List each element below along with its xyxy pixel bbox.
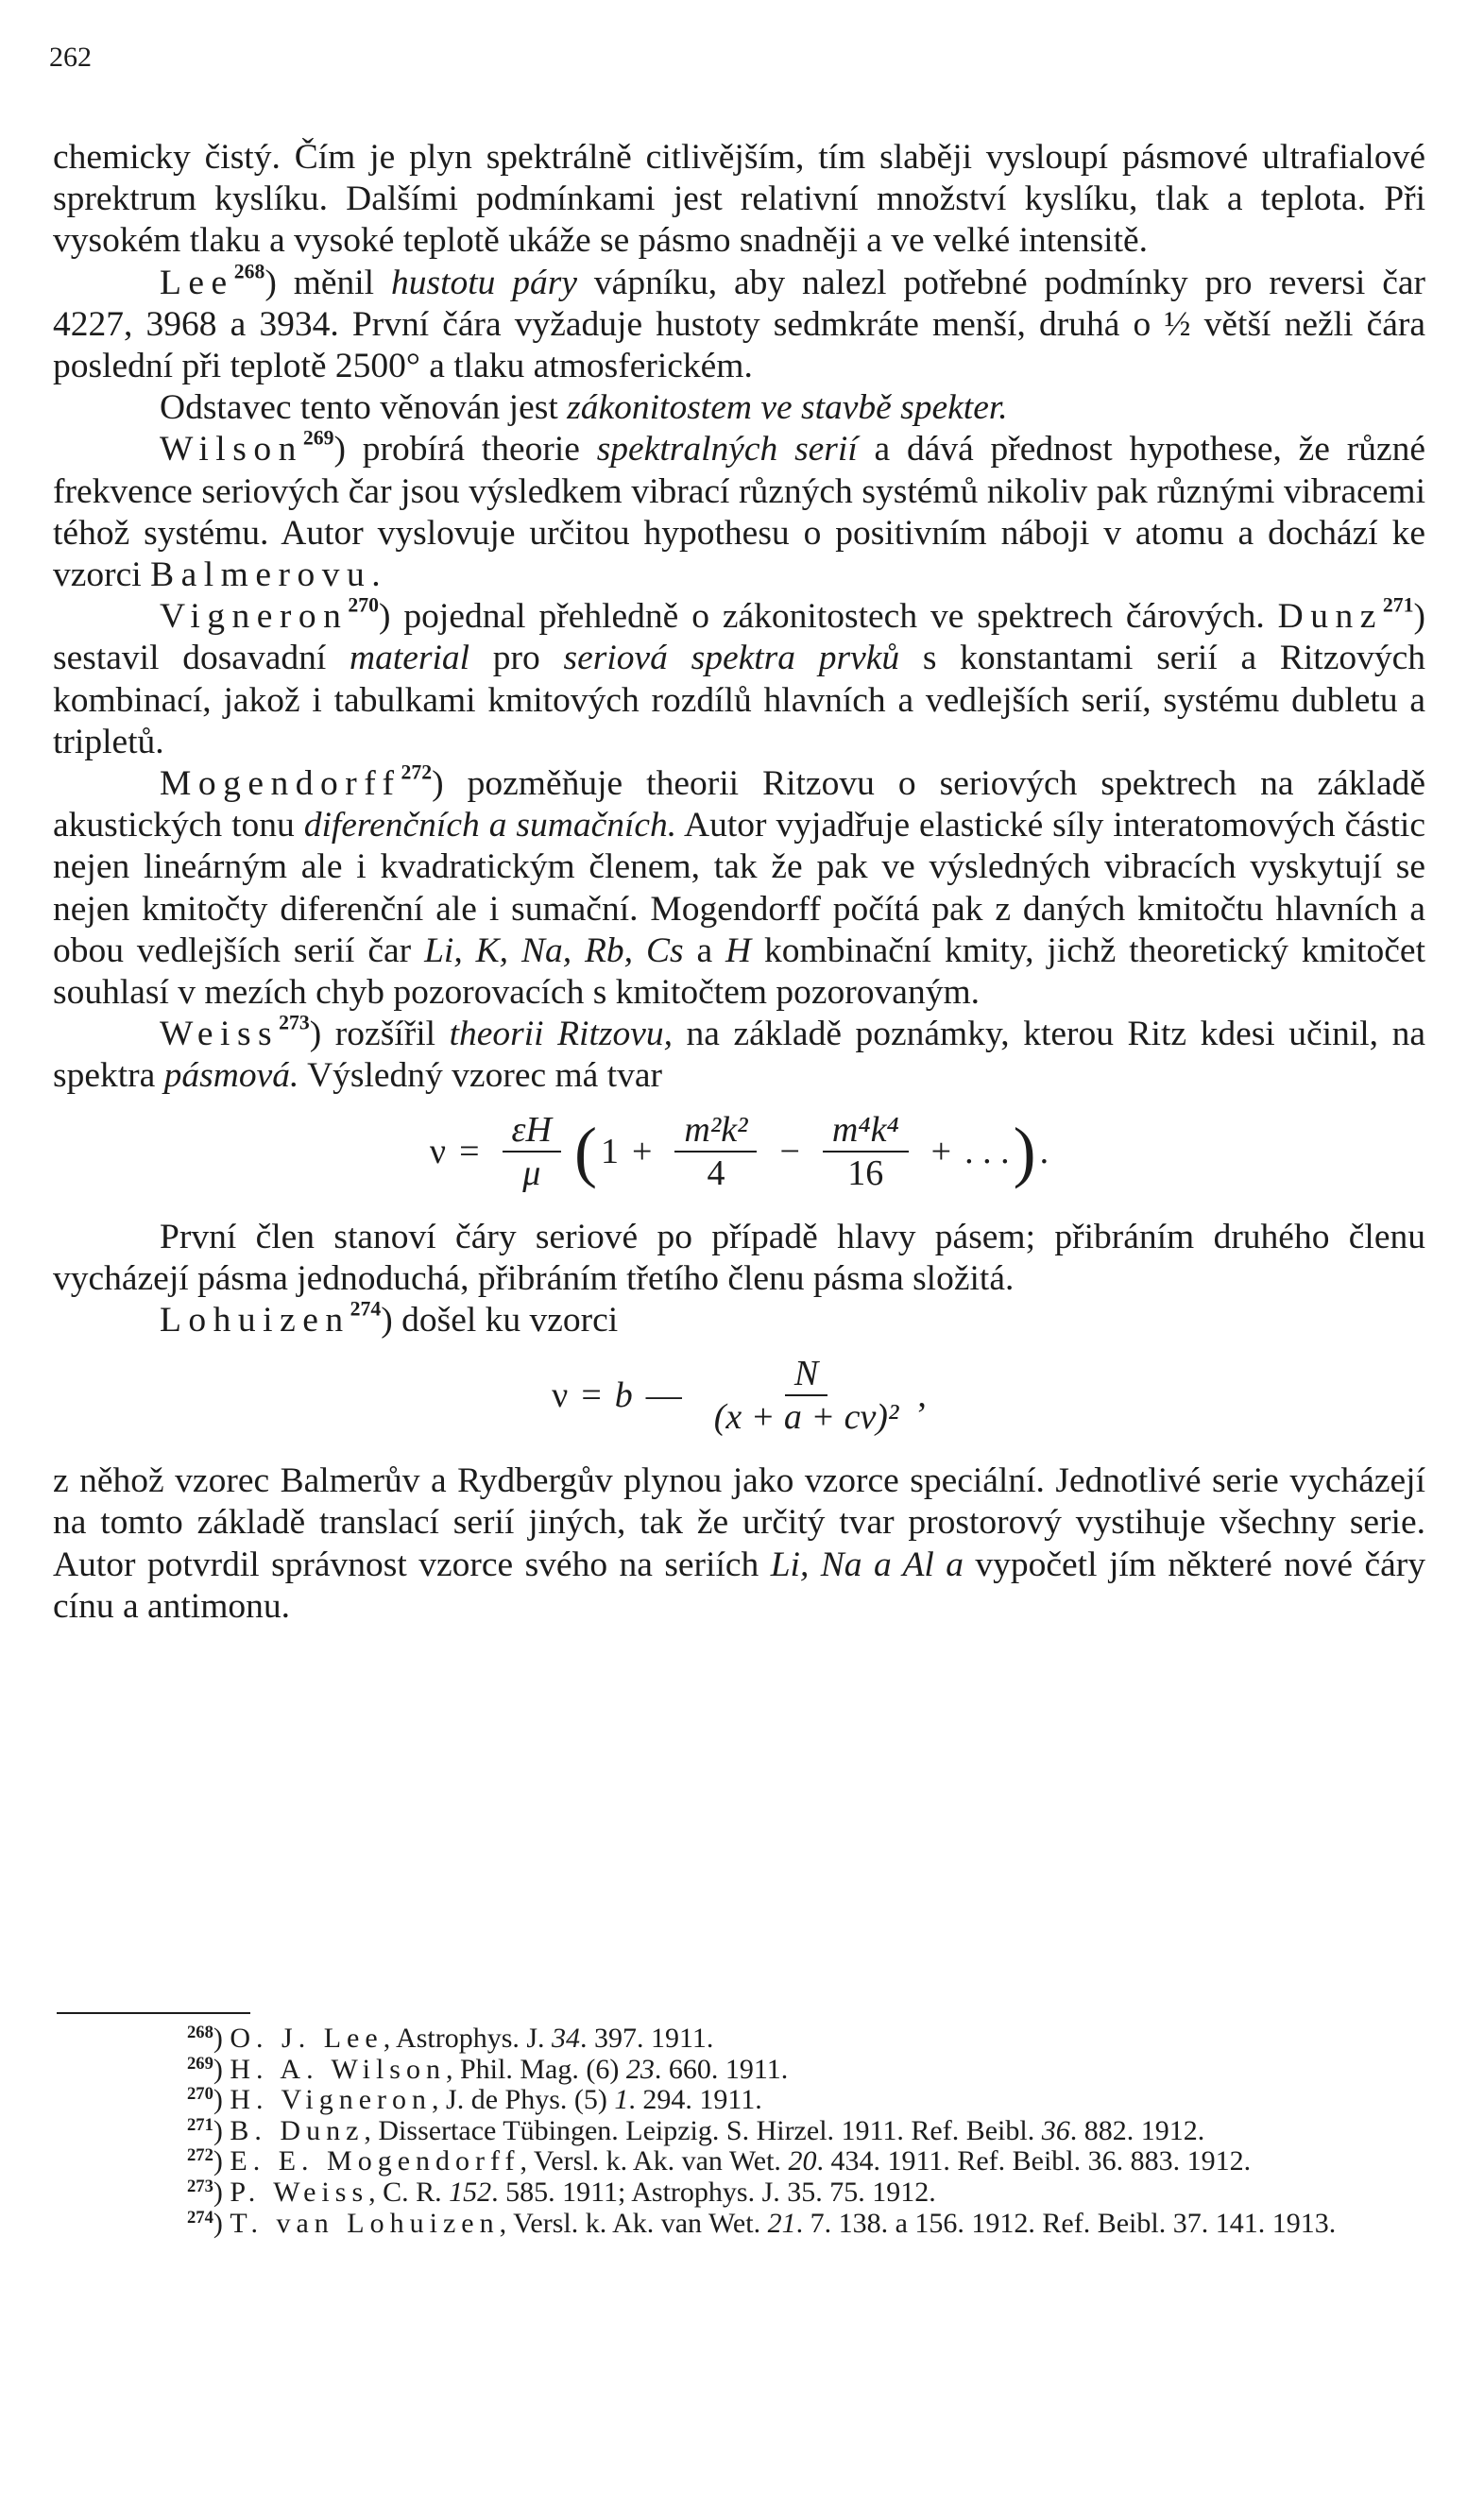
text-run: ) sestavil dosavadní xyxy=(53,597,1425,678)
text-run: na základě poznámky, kterou Ritz kdesi učinil, na spektra xyxy=(53,1015,1425,1096)
footnote-rule xyxy=(57,2012,250,2014)
footnote-text: , Phil. Mag. (6) xyxy=(445,2053,626,2085)
text-run: ) pojednal přehledně o zákonitostech ve spektrech čárových. xyxy=(379,597,1278,637)
numerator: εH xyxy=(503,1111,561,1153)
emphasis: material xyxy=(349,639,470,678)
footnote: $^{274}$) T. van Lohuizen, Versl. k. Ak. van Wet. 21. 7. 138. a 156. 1912. Ref. Beibl. 37. 141. 1913. xyxy=(187,2207,1337,2239)
text-run: vápníku, aby nalezl potřebné podmínky pro reversi čar 4227, 3968 a 3934. První čára vyžaduje hustoty sedmkráte menší, druhá o ½ větší nežli čára poslední při teplotě 2500° a tlaku atmosferickém. xyxy=(53,263,1426,386)
denominator: (x + a + cν)² xyxy=(713,1397,899,1438)
text-run: ) rozšířil xyxy=(309,1015,450,1054)
footnote-text: , Dissertace Tübingen. Leipzig. S. Hirzel. 1911. Ref. Beibl. xyxy=(364,2114,1042,2146)
author-name: Mogendorff xyxy=(160,764,401,804)
author-name: Weiss xyxy=(160,1015,280,1054)
author-name: Wilson xyxy=(160,430,303,470)
term-one: 1 xyxy=(600,1131,619,1171)
footnote-author: T. van Lohuizen xyxy=(230,2207,500,2239)
text-run: a xyxy=(683,931,726,970)
text-run: . xyxy=(371,555,381,595)
footnote-text: . 434. 1911. Ref. Beibl. 36. 883. 1912. xyxy=(816,2145,1252,2177)
numerator: N xyxy=(785,1355,827,1396)
paragraph-5 xyxy=(53,593,1425,763)
footnote-text: . 660. 1911. xyxy=(654,2053,789,2085)
footnote-volume: 20 xyxy=(788,2145,817,2177)
footnote-ref: 272 xyxy=(401,760,433,784)
numerator: m²k² xyxy=(674,1111,757,1153)
paragraph-2 xyxy=(53,260,1426,388)
formula-lohuizen xyxy=(53,1355,1425,1436)
footnote-text: . 294. 1911. xyxy=(628,2084,762,2116)
emphasis: H xyxy=(725,931,752,970)
footnote: $^{268}$) O. J. Lee, Astrophys. J. 34. 397. 1911. xyxy=(187,2022,714,2054)
minus-sign: — xyxy=(645,1375,682,1416)
ellipsis: . . . xyxy=(964,1131,1010,1171)
footnote-mark: 268 xyxy=(187,2022,213,2042)
text-run: ) pozměňuje theorii Ritzovu o seriových spektrech na základě akustických tonu xyxy=(53,764,1425,845)
footnote: $^{269}$) H. A. Wilson, Phil. Mag. (6) 23. 660. 1911. xyxy=(187,2053,789,2085)
footnote-volume: 34 xyxy=(552,2023,581,2054)
text-run: ) měnil xyxy=(264,263,391,302)
emphasis: hustotu páry xyxy=(390,263,578,302)
footnote-volume: 1 xyxy=(614,2084,629,2116)
paragraph-6 xyxy=(53,760,1425,1014)
footnote: $^{270}$) H. Vigneron, J. de Phys. (5) 1. 294. 1911. xyxy=(187,2083,762,2116)
paragraph-10 xyxy=(53,1460,1425,1628)
footnote-volume: 36 xyxy=(1041,2114,1070,2146)
author-name: Dunz xyxy=(1277,597,1383,637)
footnote-author: E. E. Mogendorff xyxy=(230,2145,520,2177)
author-name: Lee xyxy=(160,263,234,302)
emphasis: pásmová. xyxy=(163,1056,299,1096)
equals-sign: = xyxy=(459,1131,480,1171)
footnote-ref: 269 xyxy=(302,427,334,451)
emphasis: seriová spektra prvků xyxy=(563,639,900,678)
footnote-text: , Astrophys. J. xyxy=(383,2023,553,2054)
text-run: a dává přednost hypothese, že různé frekvence seriových čar jsou výsledkem vibrací různých systémů nikoliv pak různými vibracemi téhož systému. Autor vyslovuje určitou hypothesu o positivním náboji v atomu a dochází ke vzorci xyxy=(53,430,1425,595)
paragraph-3 xyxy=(53,387,1425,429)
emphasis: theorii Ritzovu, xyxy=(449,1015,673,1054)
emphasis: diferenčních a sumačních. xyxy=(303,806,677,845)
formula-end: . xyxy=(1039,1131,1049,1171)
footnote-author: H. Vigneron xyxy=(230,2084,433,2116)
footnotes xyxy=(57,2023,1425,2239)
footnote-author: H. A. Wilson xyxy=(230,2053,446,2085)
footnote-author: O. J. Lee xyxy=(230,2023,384,2054)
term-b: b xyxy=(614,1375,633,1416)
footnote-volume: 21 xyxy=(767,2207,796,2239)
formula-lhs: ν xyxy=(429,1131,447,1171)
fraction xyxy=(503,1111,561,1192)
text-run: Autor vyjadřuje elastické síly interatomových částic nejen lineárným ale i kvadratickým členem, tak že pak ve výsledných vibracích vyskytují se nejen kmitočty diferenční ale i sumační. Mogendorff počítá pak z daných kmitočtu hlavních a obou vedlejších serií čar xyxy=(53,806,1425,970)
paragraph-8: První člen stanoví čáry seriové po případě hlavy pásem; přibráním druhého členu vycházejí pásma jednoduchá, přibráním třetího členu pásma složitá. xyxy=(53,1217,1425,1298)
footnote-text: . 585. 1911; Astrophys. J. 35. 75. 1912. xyxy=(491,2176,936,2208)
paragraph-7 xyxy=(53,1011,1425,1097)
text-run: z něhož vzorec Balmerův a Rydbergův plynou jako vzorce speciální. Jednotlivé serie vycházejí na tomto základě translací serií jiných, tak že určitý tvar prostorový vystihuje všechny serie. Autor potvrdil správnost vzorce svého na seriích xyxy=(53,1461,1425,1584)
author-name: Vigneron xyxy=(160,597,349,637)
footnote-mark: 270 xyxy=(187,2083,213,2104)
footnote-mark: 273 xyxy=(187,2176,213,2196)
footnote: $^{271}$) B. Dunz, Dissertace Tübingen. Leipzig. S. Hirzel. 1911. Ref. Beibl. 36. 882. 1912. xyxy=(187,2114,1205,2146)
minus-sign: − xyxy=(779,1131,800,1171)
author-name: Lohuizen xyxy=(160,1301,350,1340)
footnote-author: B. Dunz xyxy=(230,2114,365,2146)
numerator: m⁴k⁴ xyxy=(823,1111,909,1153)
emphasis: zákonitostem ve stavbě spekter. xyxy=(567,388,1008,428)
footnote: $^{273}$) P. Weiss, C. R. 152. 585. 1911; Astrophys. J. 35. 75. 1912. xyxy=(187,2176,936,2208)
spaced-name: Balmerovu xyxy=(150,555,372,595)
footnote-ref: 271 xyxy=(1382,593,1414,617)
formula-weiss xyxy=(53,1111,1425,1192)
fraction xyxy=(705,1355,909,1436)
text-run: Výsledný vzorec má tvar xyxy=(299,1056,662,1096)
footnote-text: , Versl. k. Ak. van Wet. xyxy=(499,2207,768,2239)
text-run: s konstantami serií a Ritzových kombinací, jakož i tabulkami kmitových rozdílů hlavních a vedlejších serií, systému dubletu a tripletů. xyxy=(53,639,1425,761)
plus-sign: + xyxy=(631,1131,653,1171)
footnote-ref: 268 xyxy=(233,260,265,283)
fraction xyxy=(823,1111,909,1192)
emphasis: Li, Na a Al a xyxy=(770,1545,964,1584)
text-run: ) probírá theorie xyxy=(333,430,597,470)
main-text xyxy=(53,137,1425,1628)
page-number: 262 xyxy=(49,42,92,73)
footnote-mark: 269 xyxy=(187,2053,213,2074)
formula-lhs: ν xyxy=(552,1375,569,1416)
footnote-ref: 274 xyxy=(350,1297,382,1321)
fraction xyxy=(674,1111,757,1192)
footnote-text: , C. R. xyxy=(368,2176,450,2208)
footnote-volume: 23 xyxy=(625,2053,655,2085)
footnote: $^{272}$) E. E. Mogendorff, Versl. k. Ak. van Wet. 20. 434. 1911. Ref. Beibl. 36. 883. 1912. xyxy=(187,2145,1252,2177)
emphasis: spektralných serií xyxy=(596,430,858,470)
left-paren: ( xyxy=(573,1113,597,1189)
footnote-mark: 272 xyxy=(187,2145,213,2166)
footnote-text: , J. de Phys. (5) xyxy=(432,2084,615,2116)
formula-end: , xyxy=(917,1375,927,1416)
denominator: 16 xyxy=(847,1153,884,1193)
text-run: kombinační kmity, jichž theoretický kmitočet souhlasí v mezích chyb pozorovacích s kmitočtem pozorovaným. xyxy=(53,931,1425,1013)
paragraph-9 xyxy=(53,1297,1425,1341)
right-paren: ) xyxy=(1013,1113,1036,1189)
footnote-text: . 397. 1911. xyxy=(580,2023,714,2054)
footnote-text: . 882. 1912. xyxy=(1069,2114,1205,2146)
footnote-text: . 7. 138. a 156. 1912. Ref. Beibl. 37. 141. 1913. xyxy=(795,2207,1337,2239)
text-run: ) došel ku vzorci xyxy=(381,1301,619,1340)
footnote-mark: 274 xyxy=(187,2207,213,2228)
footnote-author: P. Weiss xyxy=(230,2176,369,2208)
text-run: Odstavec tento věnován jest xyxy=(160,388,568,428)
emphasis: Li, K, Na, Rb, Cs xyxy=(424,931,684,970)
paragraph-1: chemicky čistý. Čím je plyn spektrálně citlivějším, tím slaběji vysloupí pásmové ultrafialové sprektrum kyslíku. Dalšími podmínkami jest relativní množství kyslíku, tlak a teplota. Při vysokém tlaku a vysoké teplotě ukáže se pásmo snadněji a ve velké intensitě. xyxy=(53,138,1425,261)
footnote-text: , Versl. k. Ak. van Wet. xyxy=(520,2145,789,2177)
footnote-volume: 152 xyxy=(449,2176,492,2208)
denominator: 4 xyxy=(707,1153,725,1193)
plus-sign: + xyxy=(930,1131,952,1171)
paragraph-4 xyxy=(53,429,1425,596)
footnote-ref: 273 xyxy=(279,1011,310,1034)
text-run: pro xyxy=(469,639,564,678)
footnote-mark: 271 xyxy=(187,2114,213,2135)
equals-sign: = xyxy=(581,1375,602,1416)
denominator: μ xyxy=(522,1153,541,1193)
text-run: vypočetl jím některé nové čáry cínu a antimonu. xyxy=(53,1545,1425,1626)
footnote-ref: 270 xyxy=(348,593,380,617)
